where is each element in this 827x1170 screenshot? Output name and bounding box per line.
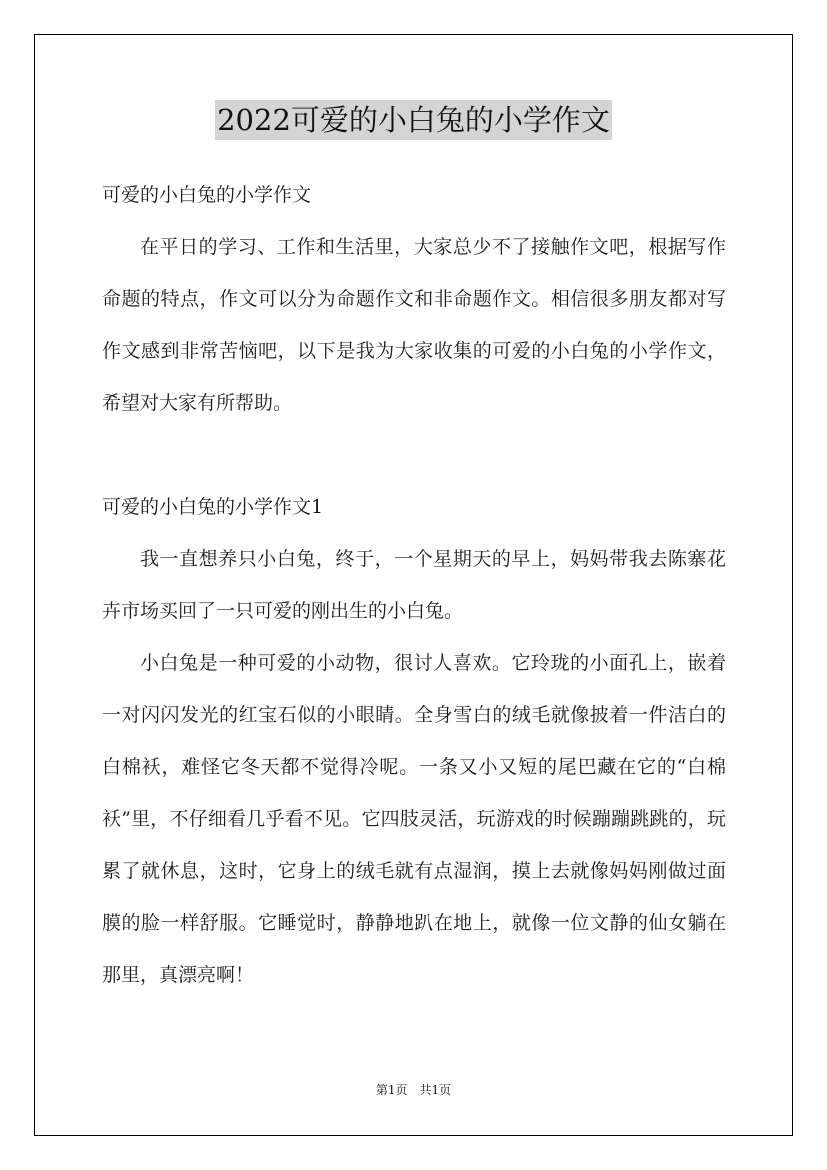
page-number-current: 第1页 — [375, 1083, 408, 1097]
intro-paragraph: 在平日的学习、工作和生活里，大家总少不了接触作文吧，根据写作命题的特点，作文可以分为命题作文和非命题作文。相信很多朋友都对写作文感到非常苦恼吧，以下是我为大家收集的可爱的小白兔的小学作文，希望对大家有所帮助。 — [102, 236, 726, 414]
subtitle: 可爱的小白兔的小学作文 — [102, 184, 312, 206]
section-heading: 可爱的小白兔的小学作文1 — [102, 496, 324, 518]
body-paragraph-2: 小白兔是一种可爱的小动物，很讨人喜欢。它玲珑的小面孔上，嵌着一对闪闪发光的红宝石似的小眼睛。全身雪白的绒毛就像披着一件洁白的白棉袄，难怪它冬天都不觉得冷呢。一条又小又短的尾巴藏在它的“白棉袄”里，不仔细看几乎看不见。它四肢灵活，玩游戏的时候蹦蹦跳跳的，玩累了就休息，这时，它身上的绒毛就有点湿润，摸上去就像妈妈刚做过面膜的脸一样舒服。它睡觉时，静静地趴在地上，就像一位文静的仙女躺在那里，真漂亮啊！ — [102, 652, 726, 986]
document-body — [102, 169, 726, 1001]
page-footer — [0, 1082, 827, 1098]
page-number-total: 共1页 — [419, 1083, 452, 1097]
document-title: 2022可爱的小白兔的小学作文 — [215, 100, 612, 140]
paragraph-spacer — [102, 429, 726, 481]
title-container — [0, 100, 827, 140]
body-paragraph-1: 我一直想养只小白兔，终于，一个星期天的早上，妈妈带我去陈寨花卉市场买回了一只可爱的刚出生的小白兔。 — [102, 548, 726, 622]
